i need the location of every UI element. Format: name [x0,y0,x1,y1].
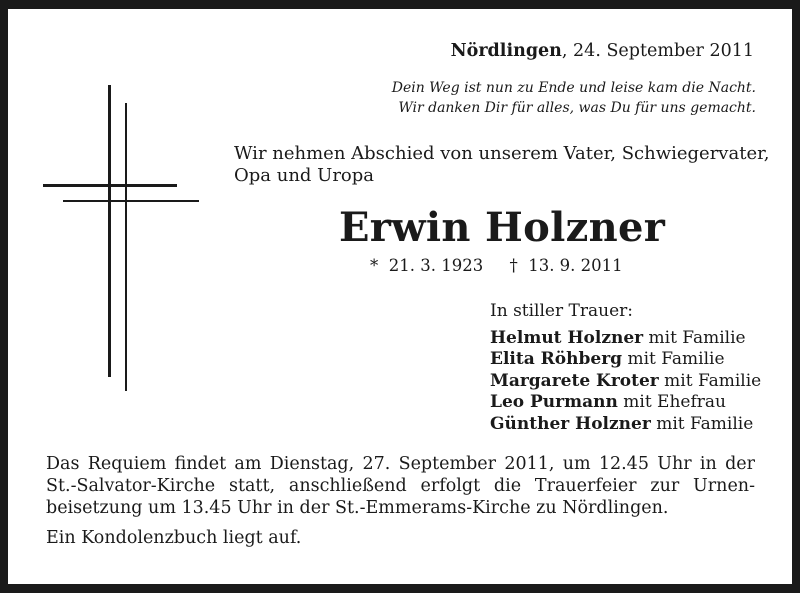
mourner-row [490,392,761,414]
death-date: † 13. 9. 2011 [509,256,623,275]
mourner-name: Helmut Holzner [490,327,644,348]
mourner-suffix: mit Familie [643,327,746,348]
intro-line-1: Wir nehmen Abschied von unserem Vater, Schwiegervater, [234,143,770,164]
mourner-row [490,328,761,350]
birth-date: * 21. 3. 1923 [370,256,484,275]
motto-verse [392,78,756,118]
mourner-suffix: mit Familie [650,413,754,434]
mourner-row [490,371,761,393]
mourner-row [490,349,761,371]
place-date [451,41,754,61]
mourner-name: Margarete Kroter [490,370,659,391]
mourner-row [490,414,761,436]
mourners-block [490,301,761,435]
cross-icon-vertical-2 [125,103,127,391]
mourner-name: Leo Purmann [490,392,618,412]
mourner-name: Günther Holzner [490,413,651,434]
mourner-suffix: mit Ehefrau [617,392,726,412]
notice-date: , 24. September 2011 [561,41,754,61]
motto-line-1: Dein Weg ist nun zu Ende und leise kam die Nacht. [391,80,756,96]
life-dates [370,256,623,275]
cross-icon-horizontal-2 [63,200,199,202]
requiem-notice: Das Requiem findet am Dienstag, 27. September 2011, um 12.45 Uhr in der St.-Salvator-Kirche statt, anschließend erfolgt die Trauerfeier zur Urnenbeisetzung um 13.45 Uhr in der St.-Emmerams-Kirche zu Nördlingen. [46,454,755,518]
motto-line-2: Wir danken Dir für alles, was Du für uns gemacht. [398,100,756,116]
deceased-name: Erwin Holzner [339,204,666,251]
mourner-name: Elita Röhberg [490,349,623,369]
farewell-intro [234,143,769,187]
mourner-suffix: mit Familie [658,370,762,391]
mourners-heading: In stiller Trauer: [490,301,633,321]
intro-line-2: Opa und Uropa [234,165,375,186]
mourner-suffix: mit Familie [622,349,725,369]
cross-icon-horizontal-1 [43,184,177,187]
place-name: Nördlingen [450,41,562,61]
condolence-note: Ein Kondolenzbuch liegt auf. [46,528,302,548]
cross-icon-vertical-1 [108,85,111,377]
